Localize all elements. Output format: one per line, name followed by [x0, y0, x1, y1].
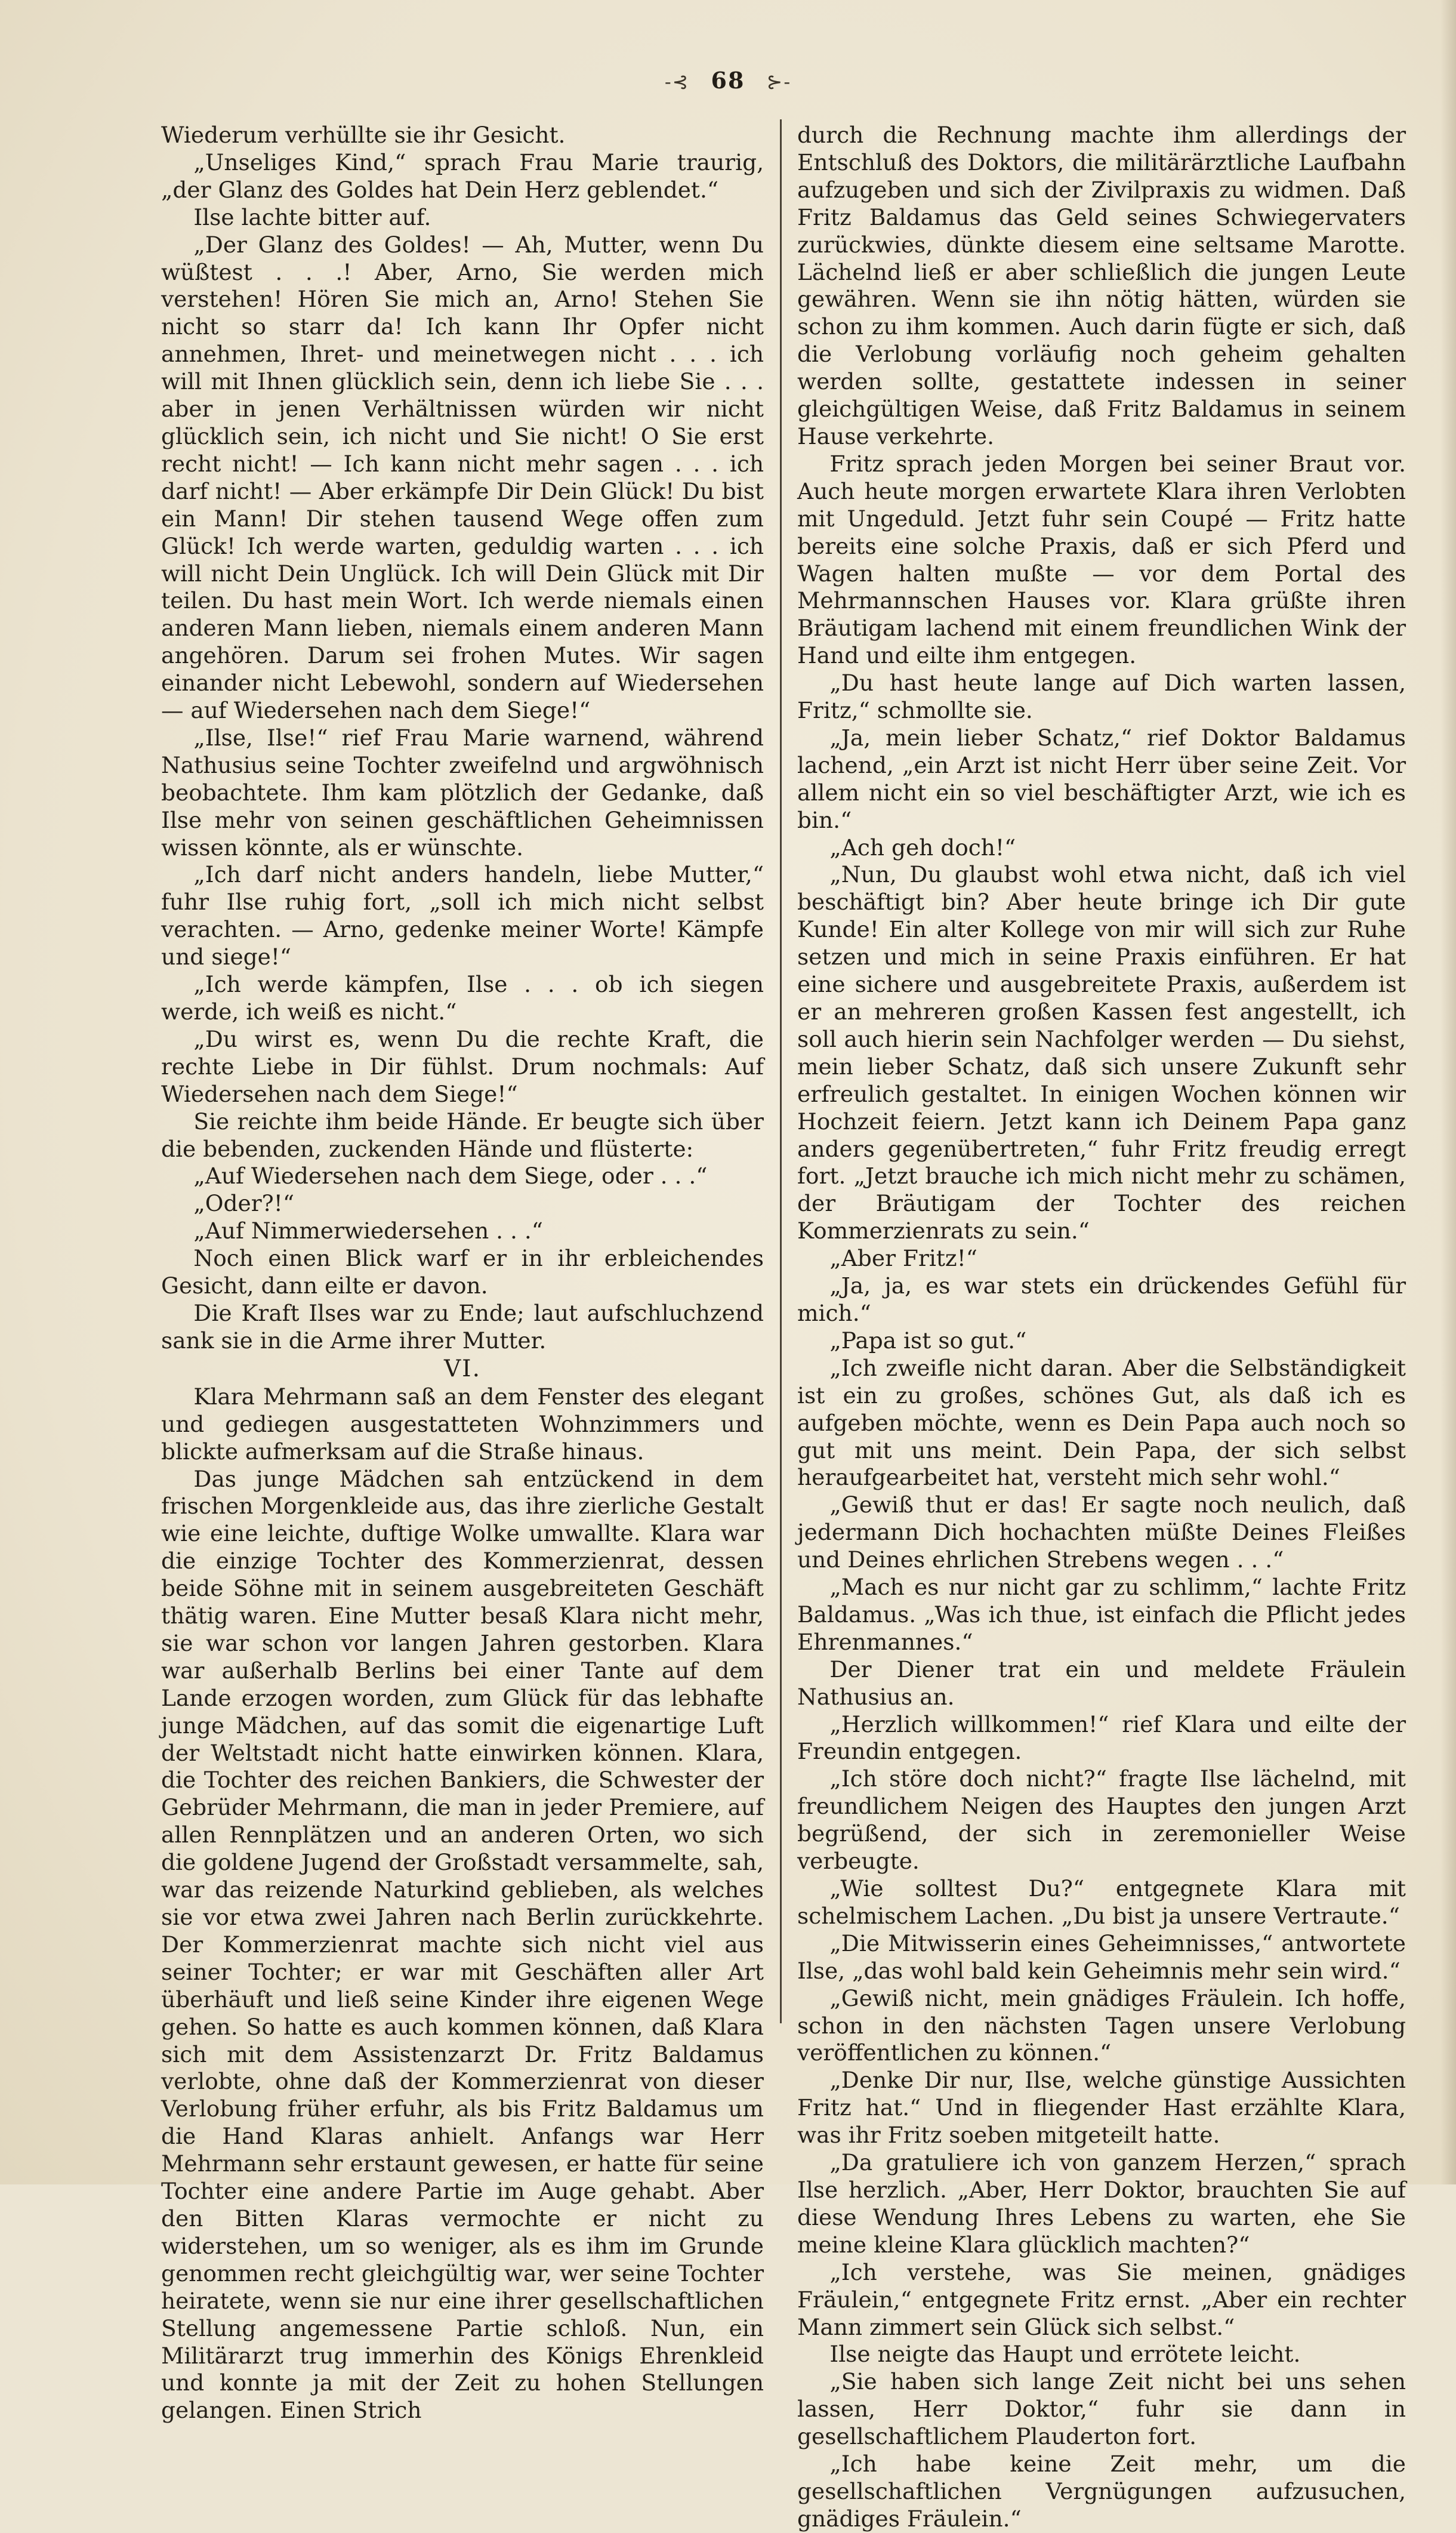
paragraph: Klara Mehrmann saß an dem Fenster des elegant und gediegen ausgestatteten Wohnzimmers und blickte aufmerksam auf die Straße hinaus. [161, 1383, 764, 1465]
paragraph: Der Diener trat ein und meldete Fräulein Nathusius an. [797, 1656, 1406, 1710]
paragraph: „Auf Wiedersehen nach dem Siege, oder . . .“ [193, 1163, 708, 1190]
paragraph: „Ja, ja, es war stets ein drückendes Gefühl für mich.“ [797, 1272, 1406, 1326]
paragraph: „Ich werde kämpfen, Ilse . . . ob ich siegen werde, ich weiß es nicht.“ [161, 971, 764, 1025]
paragraph: Ilse lachte bitter auf. [193, 204, 431, 230]
page-number: 68 [711, 67, 745, 94]
chapter-heading: VI. [444, 1355, 481, 1382]
paragraph: „Ich darf nicht anders handeln, liebe Mutter,“ fuhr Ilse ruhig fort, „soll ich mich nicht selbst verachten. — Arno, gedenke meiner Worte! Kämpfe und siege!“ [161, 861, 764, 970]
paragraph: Ilse neigte das Haupt und errötete leicht. [829, 2341, 1301, 2368]
paragraph: „Aber Fritz!“ [829, 1245, 977, 1272]
paragraph: „Gewiß nicht, mein gnädiges Fräulein. Ich hoffe, schon in den nächsten Tagen unsere Verlobung veröffentlichen zu können.“ [797, 1985, 1406, 2066]
paragraph: „Papa ist so gut.“ [829, 1327, 1027, 1354]
paragraph: Die Kraft Ilses war zu Ende; laut aufschluchzend sank sie in die Arme ihrer Mutter. [161, 1299, 764, 1354]
paragraph: Wiederum verhüllte sie ihr Gesicht. [161, 122, 566, 148]
left-column [161, 122, 764, 2424]
paragraph: „Ach geh doch!“ [829, 834, 1016, 861]
page-edge-shadow [1440, 0, 1456, 2184]
paragraph: „Ich zweifle nicht daran. Aber die Selbständigkeit ist ein zu großes, schönes Gut, als daß ich es aufgeben möchte, wenn es Dein Papa auch noch so gut mit uns meint. Dein Papa, der sich selbst heraufgearbeitet hat, versteht mich sehr wohl.“ [797, 1354, 1406, 1491]
paragraph: durch die Rechnung machte ihm allerdings der Entschluß des Doktors, die militärärztliche Laufbahn aufzugeben und sich der Zivilpraxis zu widmen. Daß Fritz Baldamus das Geld seines Schwiegervaters zurückwies, dünkte diesem eine seltsame Marotte. Lächelnd ließ er aber schließlich die jungen Leute gewähren. Wenn sie ihn nötig hätten, würden sie schon zu ihm kommen. Auch darin fügte er sich, daß die Verlobung vorläufig noch geheim gehalten werden sollte, gestattete indessen in seiner gleichgültigen Weise, daß Fritz Baldamus in seinem Hause verkehrte. [797, 122, 1406, 449]
paragraph: „Du hast heute lange auf Dich warten lassen, Fritz,“ schmollte sie. [797, 670, 1406, 724]
paragraph: „Oder?!“ [193, 1190, 295, 1217]
paragraph: „Mach es nur nicht gar zu schlimm,“ lachte Fritz Baldamus. „Was ich thue, ist einfach die Pflicht jedes Ehrenmannes.“ [797, 1574, 1406, 1655]
paragraph: „Da gratuliere ich von ganzem Herzen,“ sprach Ilse herzlich. „Aber, Herr Doktor, brauchten Sie auf diese Wendung Ihres Lebens zu warten, ehe Sie meine kleine Klara glücklich machten?“ [797, 2149, 1406, 2258]
paragraph: „Du wirst es, wenn Du die rechte Kraft, die rechte Liebe in Dir fühlst. Drum nochmals: Auf Wiedersehen nach dem Siege!“ [161, 1025, 764, 1107]
paragraph: „Denke Dir nur, Ilse, welche günstige Aussichten Fritz hat.“ Und in fliegender Hast erzählte Klara, was ihr Fritz soeben mitgeteilt hatte. [797, 2067, 1406, 2149]
paragraph: „Sie haben sich lange Zeit nicht bei uns sehen lassen, Herr Doktor,“ fuhr sie dann in gesellschaftlichem Plauderton fort. [797, 2368, 1406, 2450]
paragraph: „Ich verstehe, was Sie meinen, gnädiges Fräulein,“ entgegnete Fritz ernst. „Aber ein rechter Mann zimmert sein Glück sich selbst.“ [797, 2258, 1406, 2340]
paragraph: „Ich habe keine Zeit mehr, um die gesellschaftlichen Vergnügungen aufzusuchen, gnädiges Fräulein.“ [797, 2451, 1406, 2532]
paragraph: „Unseliges Kind,“ sprach Frau Marie traurig, „der Glanz des Goldes hat Dein Herz geblendet.“ [161, 149, 764, 203]
paragraph: „Ich störe doch nicht?“ fragte Ilse lächelnd, mit freundlichem Neigen des Hauptes den jungen Arzt begrüßend, der sich in zeremonieller Weise verbeugte. [797, 1765, 1406, 1875]
page-header [0, 67, 1456, 94]
paragraph: „Ilse, Ilse!“ rief Frau Marie warnend, während Nathusius seine Tochter zweifelnd und argwöhnisch beobachtete. Ihm kam plötzlich der Gedanke, daß Ilse mehr von seinen geschäftlichen Geheimnissen wissen könnte, als er wünschte. [161, 724, 764, 861]
right-column [797, 122, 1406, 2533]
paragraph: „Herzlich willkommen!“ rief Klara und eilte der Freundin entgegen. [797, 1711, 1406, 1765]
ornament-right-icon: ⊱- [766, 70, 792, 93]
column-divider [780, 119, 782, 2023]
paragraph: „Ja, mein lieber Schatz,“ rief Doktor Baldamus lachend, „ein Arzt ist nicht Herr über seine Zeit. Vor allem nicht ein so viel beschäftigter Arzt, wie ich es bin.“ [797, 724, 1406, 833]
paragraph: „Der Glanz des Goldes! — Ah, Mutter, wenn Du wüßtest . . .! Aber, Arno, Sie werden mich verstehen! Hören Sie mich an, Arno! Stehen Sie nicht so starr da! Ich kann Ihr Opfer nicht annehmen, Ihret- und meinetwegen nicht . . . ich will mit Ihnen glücklich sein, denn ich liebe Sie . . . aber in jenen Verhältnissen würden wir nicht glücklich sein, ich nicht und Sie nicht! O Sie erst recht nicht! — Ich kann nicht mehr sagen . . . ich darf nicht! — Aber erkämpfe Dir Dein Glück! Du bist ein Mann! Dir stehen tausend Wege offen zum Glück! Ich werde warten, geduldig warten . . . ich will nicht Dein Unglück. Ich will Dein Glück mit Dir teilen. Du hast mein Wort. Ich werde niemals einen anderen Mann lieben, niemals einem anderen Mann angehören. Darum sei frohen Mutes. Wir sagen einander nicht Lebewohl, sondern auf Wiedersehen — auf Wiedersehen nach dem Siege!“ [161, 231, 764, 724]
paragraph: „Die Mitwisserin eines Geheimnisses,“ antwortete Ilse, „das wohl bald kein Geheimnis mehr sein wird.“ [797, 1930, 1406, 1984]
paragraph: Sie reichte ihm beide Hände. Er beugte sich über die bebenden, zuckenden Hände und flüsterte: [161, 1108, 764, 1162]
paragraph: „Auf Nimmerwiedersehen . . .“ [193, 1218, 543, 1244]
paragraph: Noch einen Blick warf er in ihr erbleichendes Gesicht, dann eilte er davon. [161, 1245, 764, 1299]
ornament-left-icon: -⊰ [664, 70, 690, 93]
paragraph: Das junge Mädchen sah entzückend in dem frischen Morgenkleide aus, das ihre zierliche Gestalt wie eine leichte, duftige Wolke umwallte. Klara war die einzige Tochter des Kommerzienrat, dessen beide Söhne mit in seinem ausgebreiteten Geschäft thätig waren. Eine Mutter besaß Klara nicht mehr, sie war schon vor langen Jahren gestorben. Klara war außerhalb Berlins bei einer Tante auf dem Lande erzogen worden, zum Glück für das lebhafte junge Mädchen, auf das somit die eigenartige Luft der Weltstadt nicht hatte einwirken können. Klara, die Tochter des reichen Bankiers, die Schwester der Gebrüder Mehrmann, die man in jeder Premiere, auf allen Rennplätzen und an anderen Orten, wo sich die goldene Jugend der Großstadt versammelte, sah, war das reizende Naturkind geblieben, als welches sie vor etwa zwei Jahren nach Berlin zurückkehrte. Der Kommerzienrat machte sich nicht viel aus seiner Tochter; er war mit Geschäften aller Art überhäuft und ließ seine Kinder ihre eigenen Wege gehen. So hatte es auch kommen können, daß Klara sich mit dem Assistenzarzt Dr. Fritz Baldamus verlobte, ohne daß der Kommerzienrat von dieser Verlobung früher erfuhr, als bis Fritz Baldamus um die Hand Klaras anhielt. Anfangs war Herr Mehrmann sehr erstaunt gewesen, er hatte für seine Tochter eine andere Partie im Auge gehabt. Aber den Bitten Klaras vermochte er nicht zu widerstehen, um so weniger, als es ihm im Grunde genommen recht gleichgültig war, wer seine Tochter heiratete, wenn sie nur eine ihrer gesellschaftlichen Stellung angemessene Partie schloß. Nun, ein Militärarzt trug immerhin des Königs Ehrenkleid und konnte ja mit der Zeit zu hohen Stellungen gelangen. Einen Strich [161, 1465, 764, 2424]
paragraph: „Wie solltest Du?“ entgegnete Klara mit schelmischem Lachen. „Du bist ja unsere Vertraute.“ [797, 1875, 1406, 1929]
paragraph: „Nun, Du glaubst wohl etwa nicht, daß ich viel beschäftigt bin? Aber heute bringe ich Dir gute Kunde! Ein alter Kollege von mir will sich zur Ruhe setzen und mich in seine Praxis einführen. Er hat eine sichere und ausgebreitete Praxis, außerdem ist er an mehreren großen Kassen fest angestellt, ich soll auch hierin sein Nachfolger werden — Du siehst, mein lieber Schatz, daß sich unsere Zukunft sehr erfreulich gestaltet. In einigen Wochen können wir Hochzeit feiern. Jetzt kann ich Deinem Papa ganz anders gegenübertreten,“ fuhr Fritz freudig erregt fort. „Jetzt brauche ich mich nicht mehr zu schämen, der Bräutigam der Tochter des reichen Kommerzienrats zu sein.“ [797, 861, 1406, 1244]
paragraph: „Gewiß thut er das! Er sagte noch neulich, daß jedermann Dich hochachten müßte Deines Fleißes und Deines ehrlichen Strebens wegen . . .“ [797, 1492, 1406, 1573]
paragraph: Fritz sprach jeden Morgen bei seiner Braut vor. Auch heute morgen erwartete Klara ihren Verlobten mit Ungeduld. Jetzt fuhr sein Coupé — Fritz hatte bereits eine solche Praxis, daß er sich Pferd und Wagen halten mußte — vor dem Portal des Mehrmannschen Hauses vor. Klara grüßte ihren Bräutigam lachend mit einem freundlichen Wink der Hand und eilte ihm entgegen. [797, 450, 1406, 669]
